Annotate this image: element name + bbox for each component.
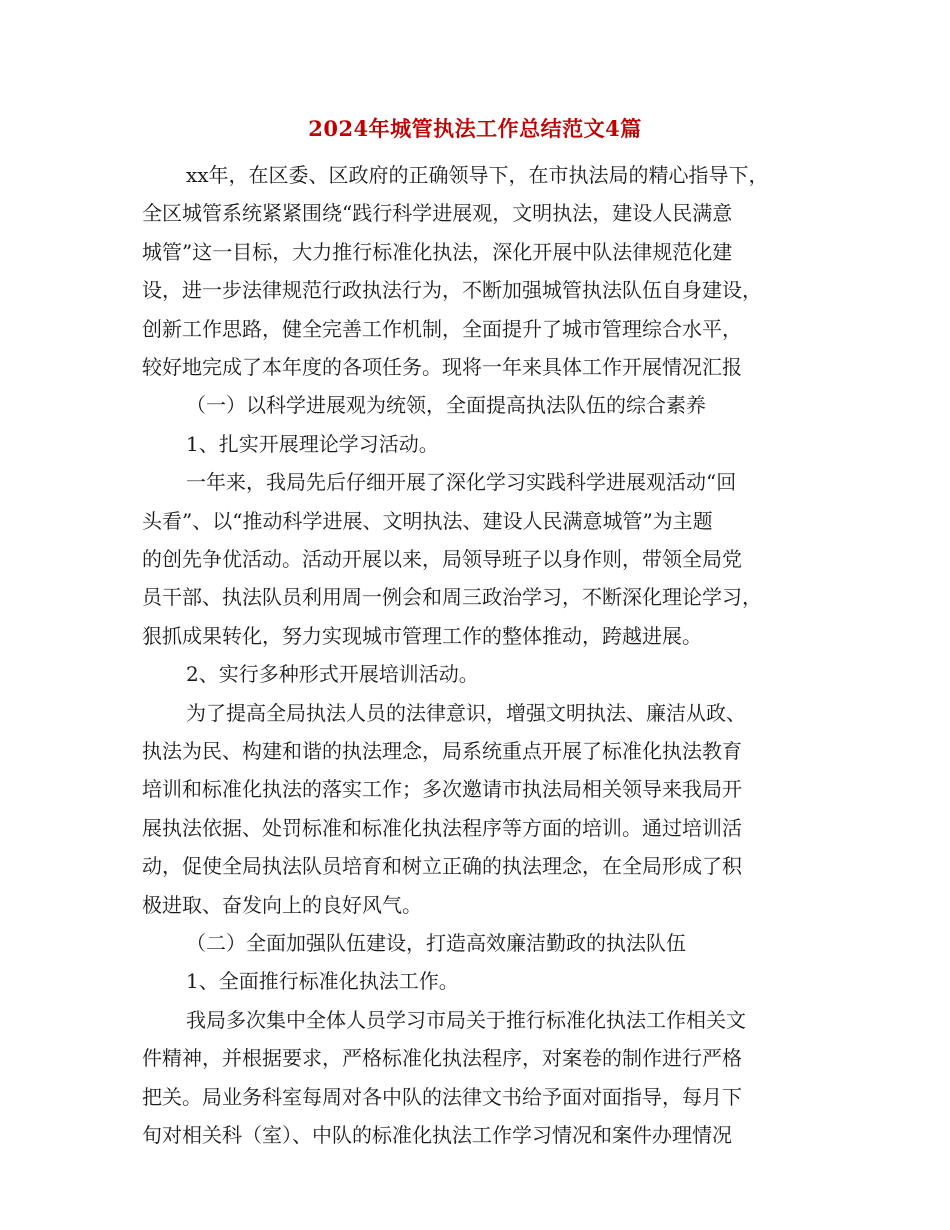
body-text-line: 头看”、以“推动科学进展、文明执法、建设人民满意城管”为主题 <box>142 508 713 533</box>
body-text-line: 全区城管系统紧紧围绕“践行科学进展观，文明执法，建设人民满意 <box>142 201 733 226</box>
body-text-line: 狠抓成果转化，努力实现城市管理工作的整体推动，跨越进展。 <box>142 623 702 648</box>
body-text-line: 城管”这一目标，大力推行标准化执法，深化开展中队法律规范化建 <box>142 239 733 264</box>
body-text-line: 把关。局业务科室每周对各中队的法律文书给予面对面指导，每月下 <box>142 1084 742 1109</box>
body-text-line: 一年来，我局先后仔细开展了深化学习实践科学进展观活动“回 <box>186 470 737 495</box>
body-text-line: 的创先争优活动。活动开展以来，局领导班子以身作则，带领全局党 <box>142 547 742 571</box>
body-text-line: 我局多次集中全体人员学习市局关于推行标准化执法工作相关文 <box>186 1007 746 1032</box>
body-text-line: 极进取、奋发向上的良好风气。 <box>142 892 422 917</box>
body-text-line: 为了提高全局执法人员的法律意识，增强文明执法、廉洁从政、 <box>186 700 746 725</box>
body-text-line: 员干部、执法队员利用周一例会和周三政治学习，不断深化理论学习， <box>142 585 762 610</box>
body-text-line: 创新工作思路，健全完善工作机制，全面提升了城市管理综合水平， <box>142 316 742 341</box>
body-text-line: 旬对相关科（室）、中队的标准化执法工作学习情况和案件办理情况 <box>142 1123 732 1147</box>
body-text-line: 动，促使全局执法队员培育和树立正确的执法理念，在全局形成了积 <box>142 854 742 879</box>
body-text-line: xx年，在区委、区政府的正确领导下，在市执法局的精心指导下， <box>186 163 769 187</box>
body-text-line: （二）全面加强队伍建设，打造高效廉洁勤政的执法队伍 <box>186 931 686 955</box>
body-text-line: 较好地完成了本年度的各项任务。现将一年来具体工作开展情况汇报 <box>142 355 742 379</box>
document-title: 2024年城管执法工作总结范文4篇 <box>308 116 642 141</box>
body-text-line: 设，进一步法律规范行政执法行为，不断加强城管执法队伍自身建设， <box>142 278 762 303</box>
body-text-line: 件精神，并根据要求，严格标准化执法程序，对案卷的制作进行严格 <box>142 1046 742 1071</box>
body-text-line: （一）以科学进展观为统领，全面提高执法队伍的综合素养 <box>186 393 706 418</box>
body-text-line: 1、扎实开展理论学习活动。 <box>186 431 439 456</box>
body-text-line: 1、全面推行标准化执法工作。 <box>186 969 459 994</box>
body-text-line: 培训和标准化执法的落实工作；多次邀请市执法局相关领导来我局开 <box>142 777 742 802</box>
body-text-line: 执法为民、构建和谐的执法理念，局系统重点开展了标准化执法教育 <box>142 739 742 763</box>
body-text-line: 展执法依据、处罚标准和标准化执法程序等方面的培训。通过培训活 <box>142 815 742 840</box>
body-text-line: 2、实行多种形式开展培训活动。 <box>186 662 479 687</box>
